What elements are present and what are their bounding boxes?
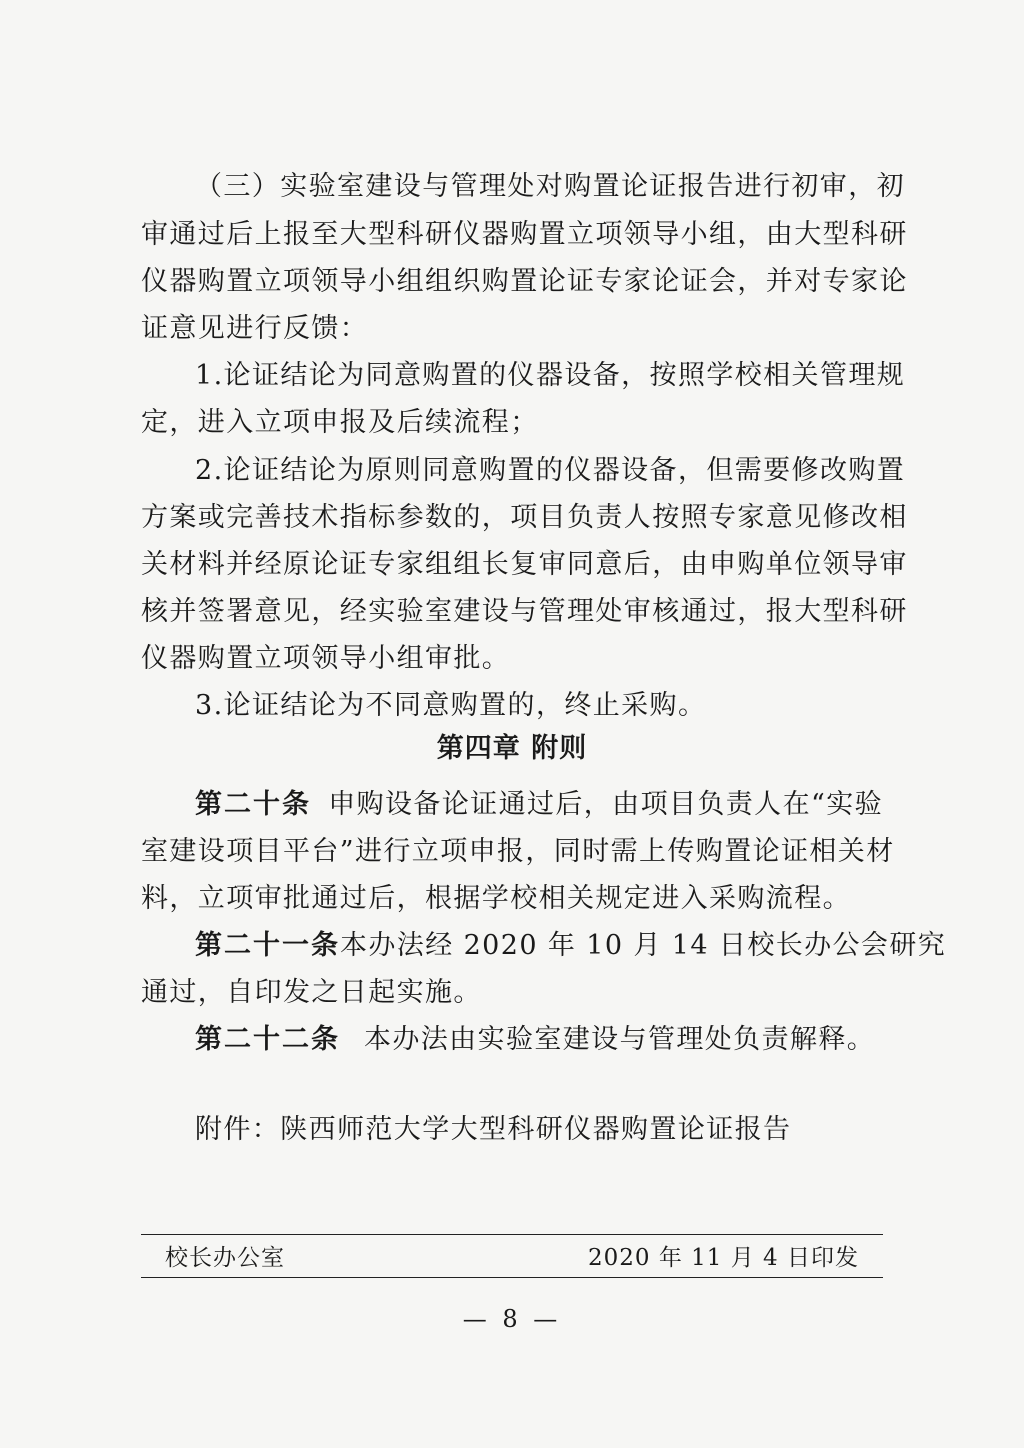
article20-line-3: 料，立项审批通过后，根据学校相关规定进入采购流程。 [141, 883, 851, 914]
item1-line-2: 定，进入立项申报及后续流程； [141, 407, 539, 438]
article22-line [195, 1020, 883, 1060]
item1-line-1: 1.论证结论为同意购置的仪器设备，按照学校相关管理规 [195, 360, 906, 391]
item2-line-1: 2.论证结论为原则同意购置的仪器设备，但需要修改购置 [195, 455, 906, 486]
item2-line-3: 关材料并经原论证专家组组长复审同意后，由申购单位领导审 [141, 549, 908, 580]
footer-bottom-rule [141, 1277, 883, 1278]
article20-line-2: 室建设项目平台”进行立项申报，同时需上传购置论证相关材 [141, 836, 895, 867]
para1-line-2: 审通过后上报至大型科研仪器购置立项领导小组，由大型科研 [141, 219, 908, 250]
article20-label: 第二十条 [195, 789, 311, 820]
item3-line: 3.论证结论为不同意购置的，终止采购。 [195, 690, 707, 721]
para1-line-1: （三）实验室建设与管理处对购置论证报告进行初审，初 [195, 171, 905, 202]
item2-line-4: 核并签署意见，经实验室建设与管理处审核通过，报大型科研 [141, 596, 908, 627]
chapter-title: 第四章 附则 [436, 733, 588, 764]
article22-label: 第二十二条 [195, 1024, 340, 1055]
article21-line-2: 通过，自印发之日起实施。 [141, 977, 482, 1008]
article20-text-1: 申购设备论证通过后，由项目负责人在“实验 [328, 789, 883, 820]
article21-line-1 [195, 926, 947, 966]
item2-line-5: 仪器购置立项领导小组审批。 [141, 643, 511, 674]
footer-date: 2020 年 11 月 4 日印发 [588, 1245, 859, 1271]
article21-label: 第二十一条 [195, 930, 340, 961]
para1-line-4: 证意见进行反馈： [141, 313, 369, 344]
footer-top-rule [141, 1234, 883, 1235]
item2-line-2: 方案或完善技术指标参数的，项目负责人按照专家意见修改相 [141, 502, 908, 533]
article22-text: 本办法由实验室建设与管理处负责解释。 [363, 1024, 876, 1055]
page-number: — 8 — [462, 1305, 562, 1333]
article21-text-1: 本办法经 2020 年 10 月 14 日校长办公会研究 [340, 930, 947, 961]
article20-line-1 [195, 785, 883, 825]
footer-issuer: 校长办公室 [165, 1245, 285, 1271]
para1-line-3: 仪器购置立项领导小组组织购置论证专家论证会，并对专家论 [141, 266, 908, 297]
attachment-line: 附件：陕西师范大学大型科研仪器购置论证报告 [195, 1114, 792, 1145]
